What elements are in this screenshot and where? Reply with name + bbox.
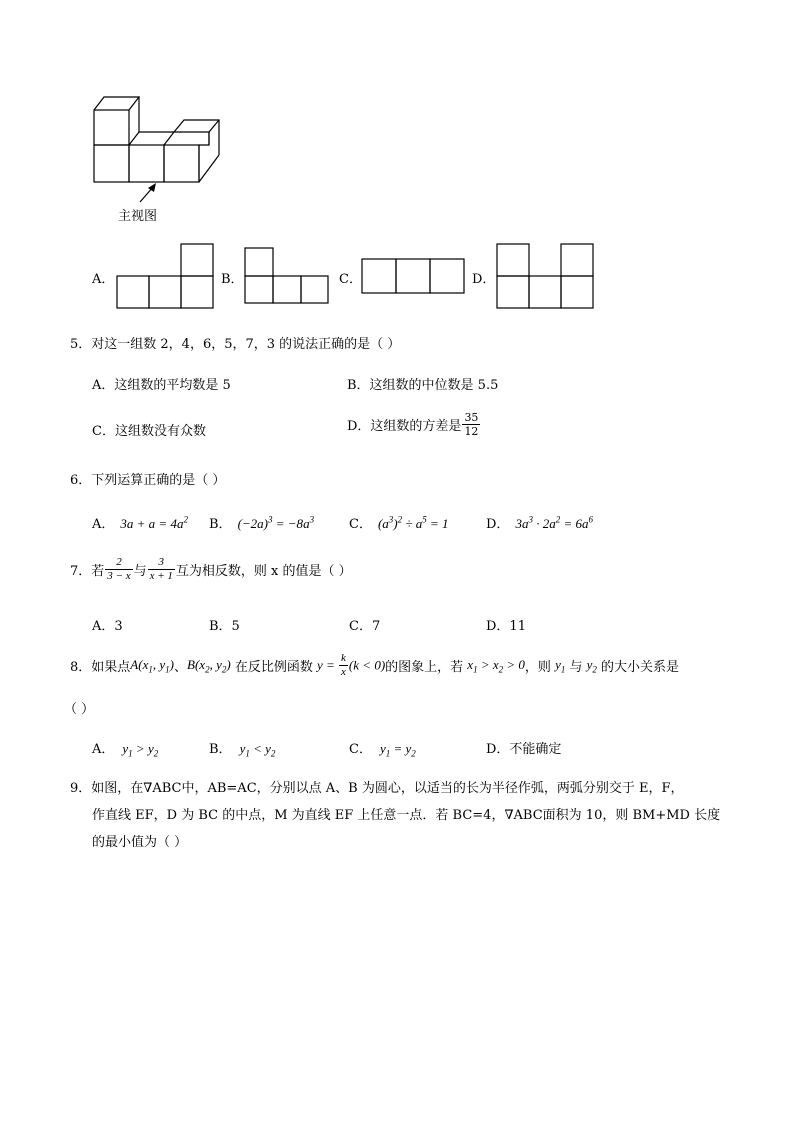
- q4-option-c-figure: [361, 258, 469, 296]
- q7-frac2-denominator: x + 1: [149, 570, 173, 582]
- q6-option-b: B． $(-2a)^3 = -8a^3$: [209, 514, 315, 532]
- q5-stem: 5．对这一组数 2，4，6，5，7，3 的说法正确的是（ ）: [70, 337, 401, 352]
- q5-option-b: B．这组数的中位数是 5.5: [347, 378, 499, 393]
- q4-option-c-label: C．: [339, 272, 362, 287]
- q7-option-c: C．7: [349, 619, 381, 634]
- q8-option-b: B． $y_1 < y_2$: [209, 741, 276, 759]
- q8-option-c: C． $y_1 = y_2$: [349, 741, 416, 759]
- q4-option-d-label: D．: [472, 272, 496, 287]
- q8-option-a: A． $y_1 > y_2$: [92, 741, 159, 759]
- q6-option-a: A． $3a + a = 4a^2$: [92, 514, 188, 532]
- q8-stem: 8．如果点$A(x_1$, $y_1$)、$B(x_2$, $y_2$) 在反比例函数 y = $\frac{k}{x}$ (k < 0)的图象上，若 $x_1 > x_2 > 0$，则 $y_1$ 与 $y_2$ 的大小关系是: [70, 652, 680, 678]
- q4-option-b-figure: [244, 247, 334, 305]
- q7-frac1-numerator: 2: [105, 557, 132, 570]
- q7-option-d: D．11: [486, 619, 526, 634]
- q4-option-b-label: B．: [221, 272, 244, 287]
- q7-stem: 7．若 $\frac{2}{3 - x}$ 与 $\frac{3}{x + 1}$ 互为相反数，则 x 的值是（ ）: [70, 556, 352, 582]
- q6-option-d: D． $3a^3 \cdot 2a^2 = 6a^6$: [486, 514, 593, 532]
- q8-stem-line2: （ ）: [64, 702, 95, 717]
- q9-stem-line1: 9．如图，在∇ABC中，AB=AC，分别以点 A、B 为圆心，以适当的长为半径作弧，两弧分别交于 E，F，: [70, 781, 684, 796]
- q7-option-a: A．3: [92, 619, 123, 634]
- q9-stem-line2: 作直线 EF，D 为 BC 的中点，M 为直线 EF 上任意一点．若 BC=4，∇ABC面积为 10，则 BM+MD 长度: [92, 808, 721, 823]
- q4-option-d-figure: [496, 243, 596, 309]
- q4-option-a-figure: [116, 243, 216, 309]
- cube-arrangement-figure: [80, 88, 240, 188]
- q7-frac2-numerator: 3: [148, 557, 175, 570]
- q8-frac-denominator: x: [341, 666, 346, 678]
- q5-option-c: C．这组数没有众数: [92, 424, 206, 439]
- q5-option-d: D．这组数的方差是 $\frac{35}{12}$: [347, 411, 479, 438]
- q6-option-c: C． $(a^3)^2 \div a^5 = 1$: [349, 514, 449, 532]
- q8-option-d: D．不能确定: [486, 742, 562, 757]
- q7-frac1-denominator: 3 − x: [107, 570, 131, 582]
- q4-option-a-label: A．: [92, 272, 115, 287]
- q5-option-a: A．这组数的平均数是 5: [92, 378, 231, 393]
- q5-d-denominator: 12: [464, 425, 479, 438]
- q7-option-b: B．5: [209, 619, 240, 634]
- q9-stem-line3: 的最小值为（ ）: [92, 835, 188, 850]
- q8-frac-numerator: k: [341, 652, 346, 664]
- q5-d-numerator: 35: [464, 411, 479, 424]
- front-view-caption: 主视图: [118, 209, 158, 224]
- q6-stem: 6．下列运算正确的是（ ）: [70, 473, 226, 488]
